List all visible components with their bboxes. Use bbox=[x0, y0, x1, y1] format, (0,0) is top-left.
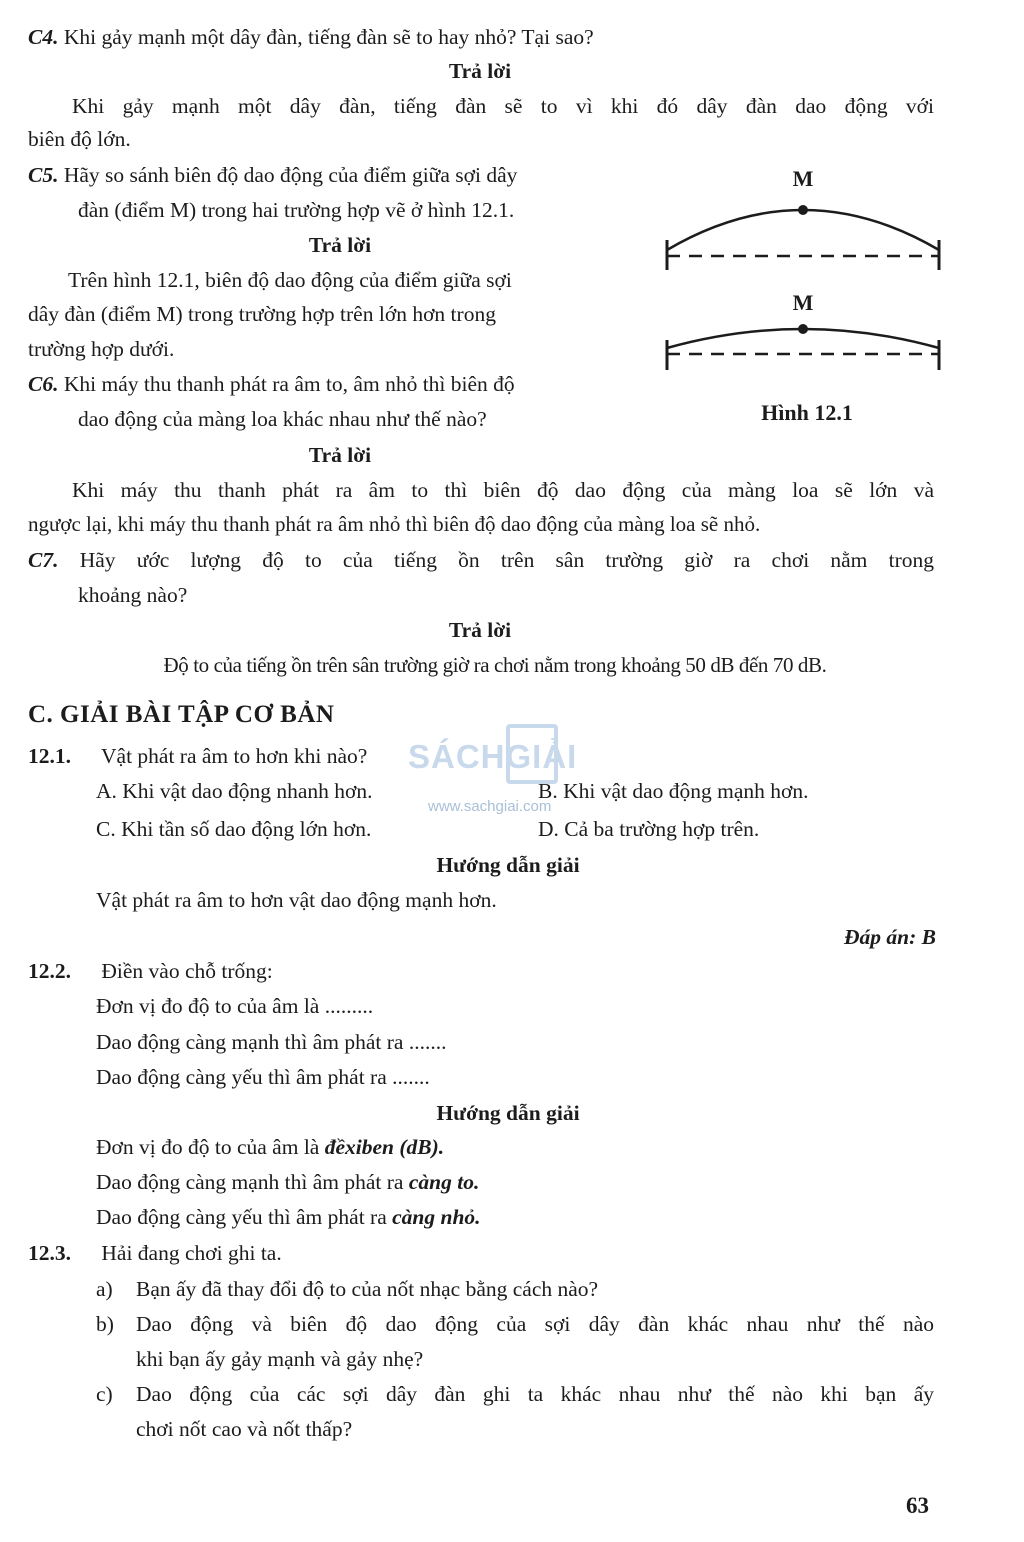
q12-3-b-label: b) bbox=[96, 1312, 114, 1336]
q12-3-part-b-line1 bbox=[96, 1309, 934, 1339]
q12-2-answer1 bbox=[96, 1132, 444, 1162]
q12-1-option-d: D. Cả ba trường hợp trên. bbox=[538, 817, 760, 841]
c6-label: C6. bbox=[28, 372, 59, 396]
q12-1-option-a: A. Khi vật dao động nhanh hơn. bbox=[96, 779, 373, 803]
q12-3-c-text2: chơi nốt cao và nốt thấp? bbox=[136, 1417, 353, 1441]
c4-answer-heading: Trả lời bbox=[448, 59, 512, 83]
c7-label: C7. bbox=[28, 548, 59, 572]
figure-12-1 bbox=[655, 160, 955, 430]
q12-3-question: Hải đang chơi ghi ta. bbox=[101, 1241, 282, 1265]
figure-label-m-bottom: M bbox=[792, 290, 814, 315]
q12-3-a-text: Bạn ấy đã thay đổi độ to của nốt nhạc bằng cách nào? bbox=[136, 1277, 599, 1301]
q12-3-b-text2: khi bạn ấy gảy mạnh và gảy nhẹ? bbox=[136, 1347, 424, 1371]
q12-1-guide-text: Vật phát ra âm to hơn vật dao động mạnh hơn. bbox=[96, 888, 497, 912]
point-m-bottom bbox=[798, 324, 808, 334]
c5-label: C5. bbox=[28, 163, 59, 187]
q12-2-guide-heading: Hướng dẫn giải bbox=[436, 1101, 580, 1125]
c7-question-line1 bbox=[28, 545, 934, 575]
figure-caption: Hình 12.1 bbox=[761, 400, 853, 425]
q12-3-part-a bbox=[96, 1274, 598, 1304]
c4-label: C4. bbox=[28, 25, 59, 49]
q12-2-answer3-value: càng nhỏ. bbox=[392, 1205, 481, 1229]
c6-answer-line1: Khi máy thu thanh phát ra âm to thì biên độ dao động của màng loa sẽ lớn và bbox=[72, 478, 934, 502]
c6-question-line2: dao động của màng loa khác nhau như thế nào? bbox=[78, 407, 487, 431]
q12-1-number: 12.1. bbox=[28, 744, 71, 768]
c6-question-line1 bbox=[28, 369, 515, 399]
sachgiai-watermark bbox=[408, 722, 638, 822]
q12-2-blank3: Dao động càng yếu thì âm phát ra ....... bbox=[96, 1065, 430, 1089]
q12-1-guide-heading: Hướng dẫn giải bbox=[436, 853, 580, 877]
q12-2-answer2-value: càng to. bbox=[408, 1170, 480, 1194]
c5-answer-line2: dây đàn (điểm M) trong trường hợp trên lớn hơn trong bbox=[28, 302, 496, 326]
c7-question-text1: Hãy ước lượng độ to của tiếng ồn trên sân trường giờ ra chơi nằm trong bbox=[79, 548, 935, 572]
q12-3-question-line bbox=[28, 1238, 282, 1268]
q12-3-number: 12.3. bbox=[28, 1241, 71, 1265]
c5-answer-heading: Trả lời bbox=[308, 233, 372, 257]
q12-2-answer1-prefix: Đơn vị đo độ to của âm là bbox=[96, 1135, 320, 1159]
q12-3-c-text1: Dao động của các sợi dây đàn ghi ta khác nhau như thế nào khi bạn ấy bbox=[136, 1382, 934, 1406]
c4-question-line bbox=[28, 22, 594, 52]
q12-2-question: Điền vào chỗ trống: bbox=[101, 959, 273, 983]
c4-answer-line1: Khi gảy mạnh một dây đàn, tiếng đàn sẽ to vì khi đó dây đàn dao động với bbox=[72, 94, 934, 118]
c5-answer-line3: trường hợp dưới. bbox=[28, 337, 175, 361]
q12-2-answer2 bbox=[96, 1167, 479, 1197]
q12-3-c-label: c) bbox=[96, 1382, 113, 1406]
c5-question-line1 bbox=[28, 160, 517, 190]
q12-2-answer2-prefix: Dao động càng mạnh thì âm phát ra bbox=[96, 1170, 404, 1194]
q12-2-answer3-prefix: Dao động càng yếu thì âm phát ra bbox=[96, 1205, 387, 1229]
c4-question: Khi gảy mạnh một dây đàn, tiếng đàn sẽ to hay nhỏ? Tại sao? bbox=[63, 25, 594, 49]
c6-answer-line2: ngược lại, khi máy thu thanh phát ra âm nhỏ thì biên độ dao động của màng loa sẽ nhỏ. bbox=[28, 512, 761, 536]
page-number: 63 bbox=[906, 1493, 929, 1518]
c7-answer-line1: Độ to của tiếng ồn trên sân trường giờ ra chơi nằm trong khoảng 50 dB đến 70 dB. bbox=[163, 653, 827, 677]
q12-2-answer3 bbox=[96, 1202, 481, 1232]
q12-1-option-b: B. Khi vật dao động mạnh hơn. bbox=[538, 779, 809, 803]
q12-1-question: Vật phát ra âm to hơn khi nào? bbox=[101, 744, 368, 768]
q12-1-option-c: C. Khi tần số dao động lớn hơn. bbox=[96, 817, 372, 841]
q12-2-number: 12.2. bbox=[28, 959, 71, 983]
c5-question-text1: Hãy so sánh biên độ dao động của điểm giữa sợi dây bbox=[63, 163, 518, 187]
watermark-url: www.sachgiai.com bbox=[428, 798, 552, 815]
q12-1-question-line bbox=[28, 741, 367, 771]
c4-answer-line2: biên độ lớn. bbox=[28, 127, 131, 151]
q12-3-part-c-line1 bbox=[96, 1379, 934, 1409]
q12-2-blank2: Dao động càng mạnh thì âm phát ra ....... bbox=[96, 1030, 447, 1054]
c5-question-line2: đàn (điểm M) trong hai trường hợp vẽ ở hình 12.1. bbox=[78, 198, 515, 222]
q12-1-answer: Đáp án: B bbox=[844, 925, 936, 949]
q12-2-answer1-value: đềxiben (dB). bbox=[324, 1135, 445, 1159]
q12-2-blank1: Đơn vị đo độ to của âm là ......... bbox=[96, 994, 374, 1018]
q12-3-a-label: a) bbox=[96, 1277, 113, 1301]
c5-answer-line1: Trên hình 12.1, biên độ dao động của điểm giữa sợi bbox=[68, 268, 512, 292]
c7-answer-heading: Trả lời bbox=[448, 618, 512, 642]
q12-2-question-line bbox=[28, 956, 273, 986]
string-curve-top bbox=[667, 210, 939, 250]
c6-question-text1: Khi máy thu thanh phát ra âm to, âm nhỏ thì biên độ bbox=[63, 372, 515, 396]
figure-label-m-top: M bbox=[792, 166, 814, 191]
c6-answer-heading: Trả lời bbox=[308, 443, 372, 467]
c7-question-line2: khoảng nào? bbox=[78, 583, 188, 607]
point-m-top bbox=[798, 205, 808, 215]
watermark-brand: SÁCHGIẢI bbox=[408, 738, 578, 775]
section-c-title: C. GIẢI BÀI TẬP CƠ BẢN bbox=[28, 701, 335, 728]
q12-3-b-text1: Dao động và biên độ dao động của sợi dây đàn khác nhau như thế nào bbox=[136, 1312, 934, 1336]
